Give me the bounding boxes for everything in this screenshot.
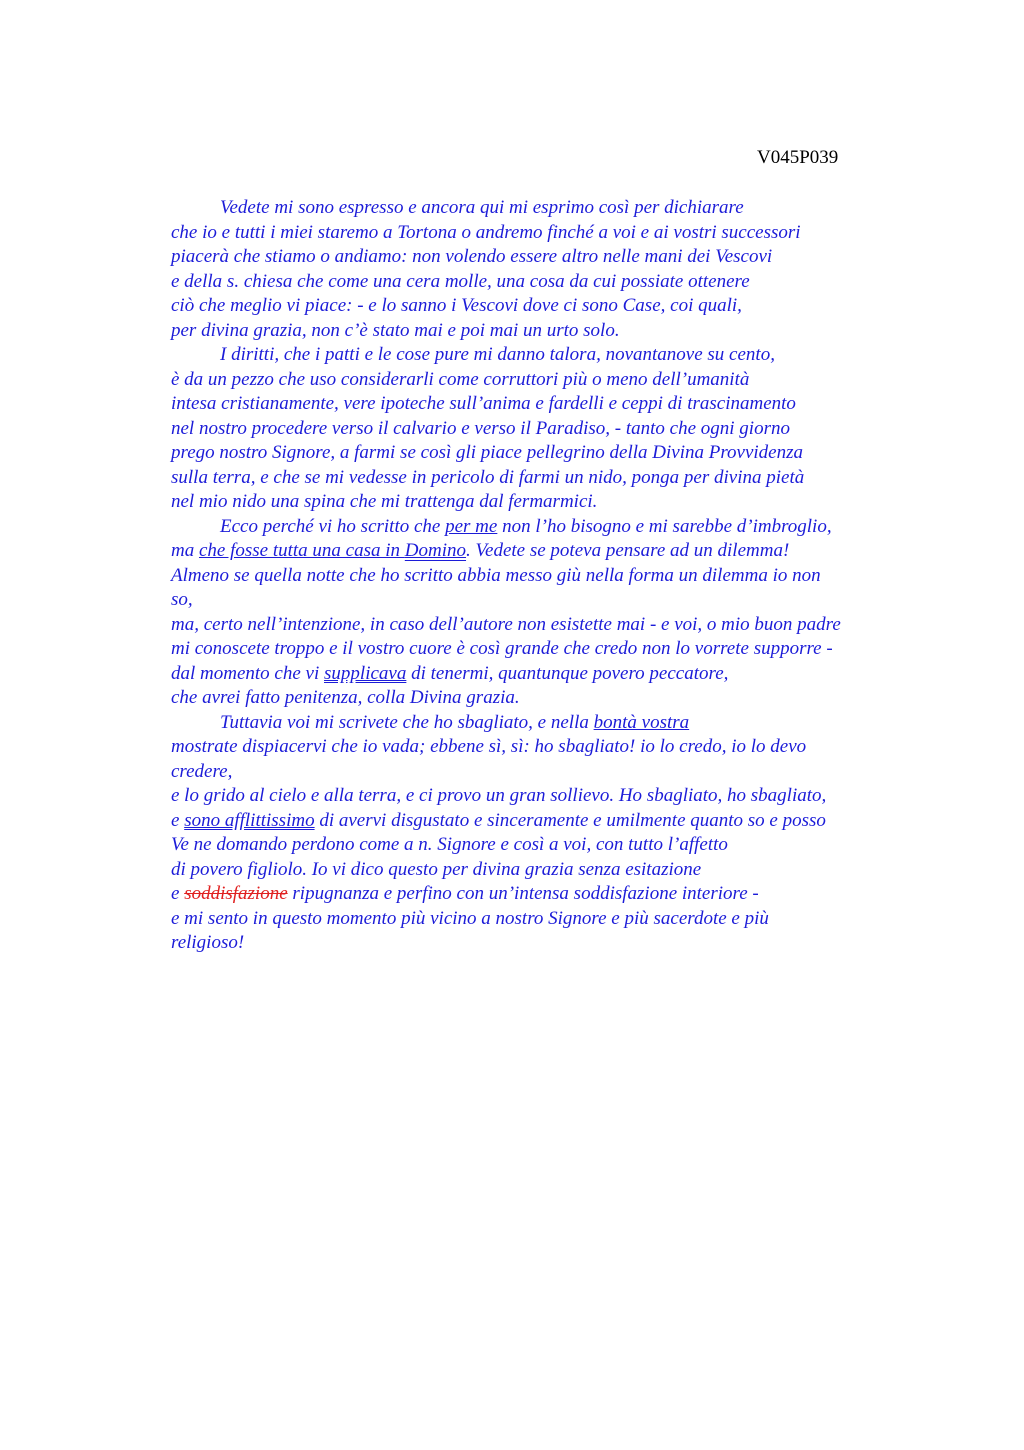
text-segment: che avrei fatto penitenza, colla Divina grazia. — [171, 687, 520, 708]
text-segment: mostrate dispiacervi che io vada; ebbene sì, sì: ho sbagliato! io lo credo, io lo devo — [171, 736, 807, 757]
underlined-text: sono afflittissimo — [184, 809, 315, 831]
text-segment: sulla terra, e che se mi vedesse in pericolo di farmi un nido, ponga per divina pietà — [171, 466, 805, 488]
text-segment: e della s. chiesa che come una cera molle, una cosa da cui possiate ottenere — [171, 270, 750, 292]
text-segment: Ve ne domando perdono come a n. Signore e così a voi, con tutto l’affetto — [171, 834, 728, 855]
text-segment: nel nostro procedere verso il calvario e verso il Paradiso, - tanto che ogni giorno — [171, 417, 790, 439]
text-segment: e — [171, 809, 185, 831]
text-line — [171, 858, 911, 883]
text-segment: ripugnanza e perfino con un’intensa soddisfazione interiore - — [287, 883, 759, 904]
text-line — [171, 760, 911, 785]
text-line — [171, 539, 911, 564]
text-line — [171, 907, 911, 932]
text-line — [171, 515, 911, 540]
text-line — [171, 784, 911, 809]
deleted-word: soddisfazione — [184, 883, 288, 904]
text-segment: I diritti, che i patti e le cose pure mi danno talora, novantanove su cento, — [220, 344, 775, 365]
text-line — [171, 270, 911, 295]
text-line — [171, 564, 911, 589]
text-segment: Almeno se quella notte che ho scritto abbia messo giù nella forma un dilemma io non — [171, 564, 821, 586]
text-segment: prego nostro Signore, a farmi se così gli piace pellegrino della Divina Provvidenza — [171, 442, 804, 463]
text-segment: so, — [171, 589, 193, 610]
text-line — [171, 417, 911, 442]
text-line — [171, 221, 911, 246]
text-segment: Tuttavia voi mi scrivete che ho sbagliato, e nella — [220, 711, 594, 733]
text-segment: e — [171, 883, 185, 904]
text-line — [171, 196, 911, 221]
text-segment: dal momento che vi — [171, 662, 325, 684]
underlined-text: che fosse tutta una casa in — [198, 540, 405, 561]
text-segment: Ecco perché vi ho scritto che — [220, 515, 446, 537]
text-segment: piacerà che stiamo o andiamo: non volendo essere altro nelle mani dei Vescovi — [171, 246, 773, 267]
text-segment: ma — [171, 540, 199, 561]
text-line — [171, 833, 911, 858]
text-line — [171, 392, 911, 417]
text-segment: per divina grazia, non c’è stato mai e poi mai un urto solo. — [171, 319, 620, 341]
text-line — [171, 466, 911, 491]
text-line — [171, 490, 911, 515]
text-segment: . Vedete se poteva pensare ad un dilemma! — [466, 540, 790, 561]
text-line — [171, 931, 911, 956]
text-line — [171, 686, 911, 711]
text-segment: di avervi disgustato e sinceramente e umilmente quanto so e posso — [314, 809, 826, 831]
text-line — [171, 245, 911, 270]
text-line — [171, 319, 911, 344]
text-line — [171, 588, 911, 613]
text-line — [171, 882, 911, 907]
text-line — [171, 613, 911, 638]
text-line — [171, 637, 911, 662]
text-line — [171, 735, 911, 760]
page-reference: V045P039 — [757, 147, 839, 168]
text-line — [171, 809, 911, 834]
text-line — [171, 441, 911, 466]
text-segment: religioso! — [171, 932, 245, 953]
text-line — [171, 662, 911, 687]
text-segment: nel mio nido una spina che mi trattenga dal fermarmici. — [171, 491, 598, 512]
text-segment: che io e tutti i miei staremo a Tortona o andremo finché a voi e ai vostri successori — [171, 221, 801, 243]
text-segment: di povero figliolo. Io vi dico questo per divina grazia senza esitazione — [171, 858, 702, 880]
text-segment: di tenermi, quantunque povero peccatore, — [406, 662, 729, 684]
text-segment: ma, certo nell’intenzione, in caso dell’autore non esistette mai - e voi, o mio buon padre — [171, 613, 841, 635]
letter-body — [171, 196, 911, 956]
underlined-text: Domino — [404, 540, 467, 561]
text-segment: ciò che meglio vi piace: - e lo sanno i Vescovi dove ci sono Case, coi quali, — [171, 295, 742, 316]
text-segment: credere, — [171, 760, 233, 782]
text-segment: mi conoscete troppo e il vostro cuore è così grande che credo non lo vorrete supporre - — [171, 638, 833, 659]
text-segment: e lo grido al cielo e alla terra, e ci provo un gran sollievo. Ho sbagliato, ho sbagliato, — [171, 785, 827, 806]
underlined-text: supplicava — [324, 662, 407, 684]
text-segment: intesa cristianamente, vere ipoteche sull’anima e fardelli e ceppi di trascinamento — [171, 393, 796, 414]
text-line — [171, 368, 911, 393]
text-line — [171, 711, 911, 736]
underlined-text: bontà vostra — [593, 711, 690, 733]
text-line — [171, 343, 911, 368]
text-segment: è da un pezzo che uso considerarli come corruttori più o meno dell’umanità — [171, 368, 750, 390]
text-line — [171, 294, 911, 319]
text-segment: non l’ho bisogno e mi sarebbe d’imbroglio, — [497, 515, 832, 537]
underlined-text: per me — [445, 515, 498, 537]
text-segment: Vedete mi sono espresso e ancora qui mi esprimo così per dichiarare — [220, 197, 744, 218]
text-segment: e mi sento in questo momento più vicino a nostro Signore e più sacerdote e più — [171, 907, 769, 929]
